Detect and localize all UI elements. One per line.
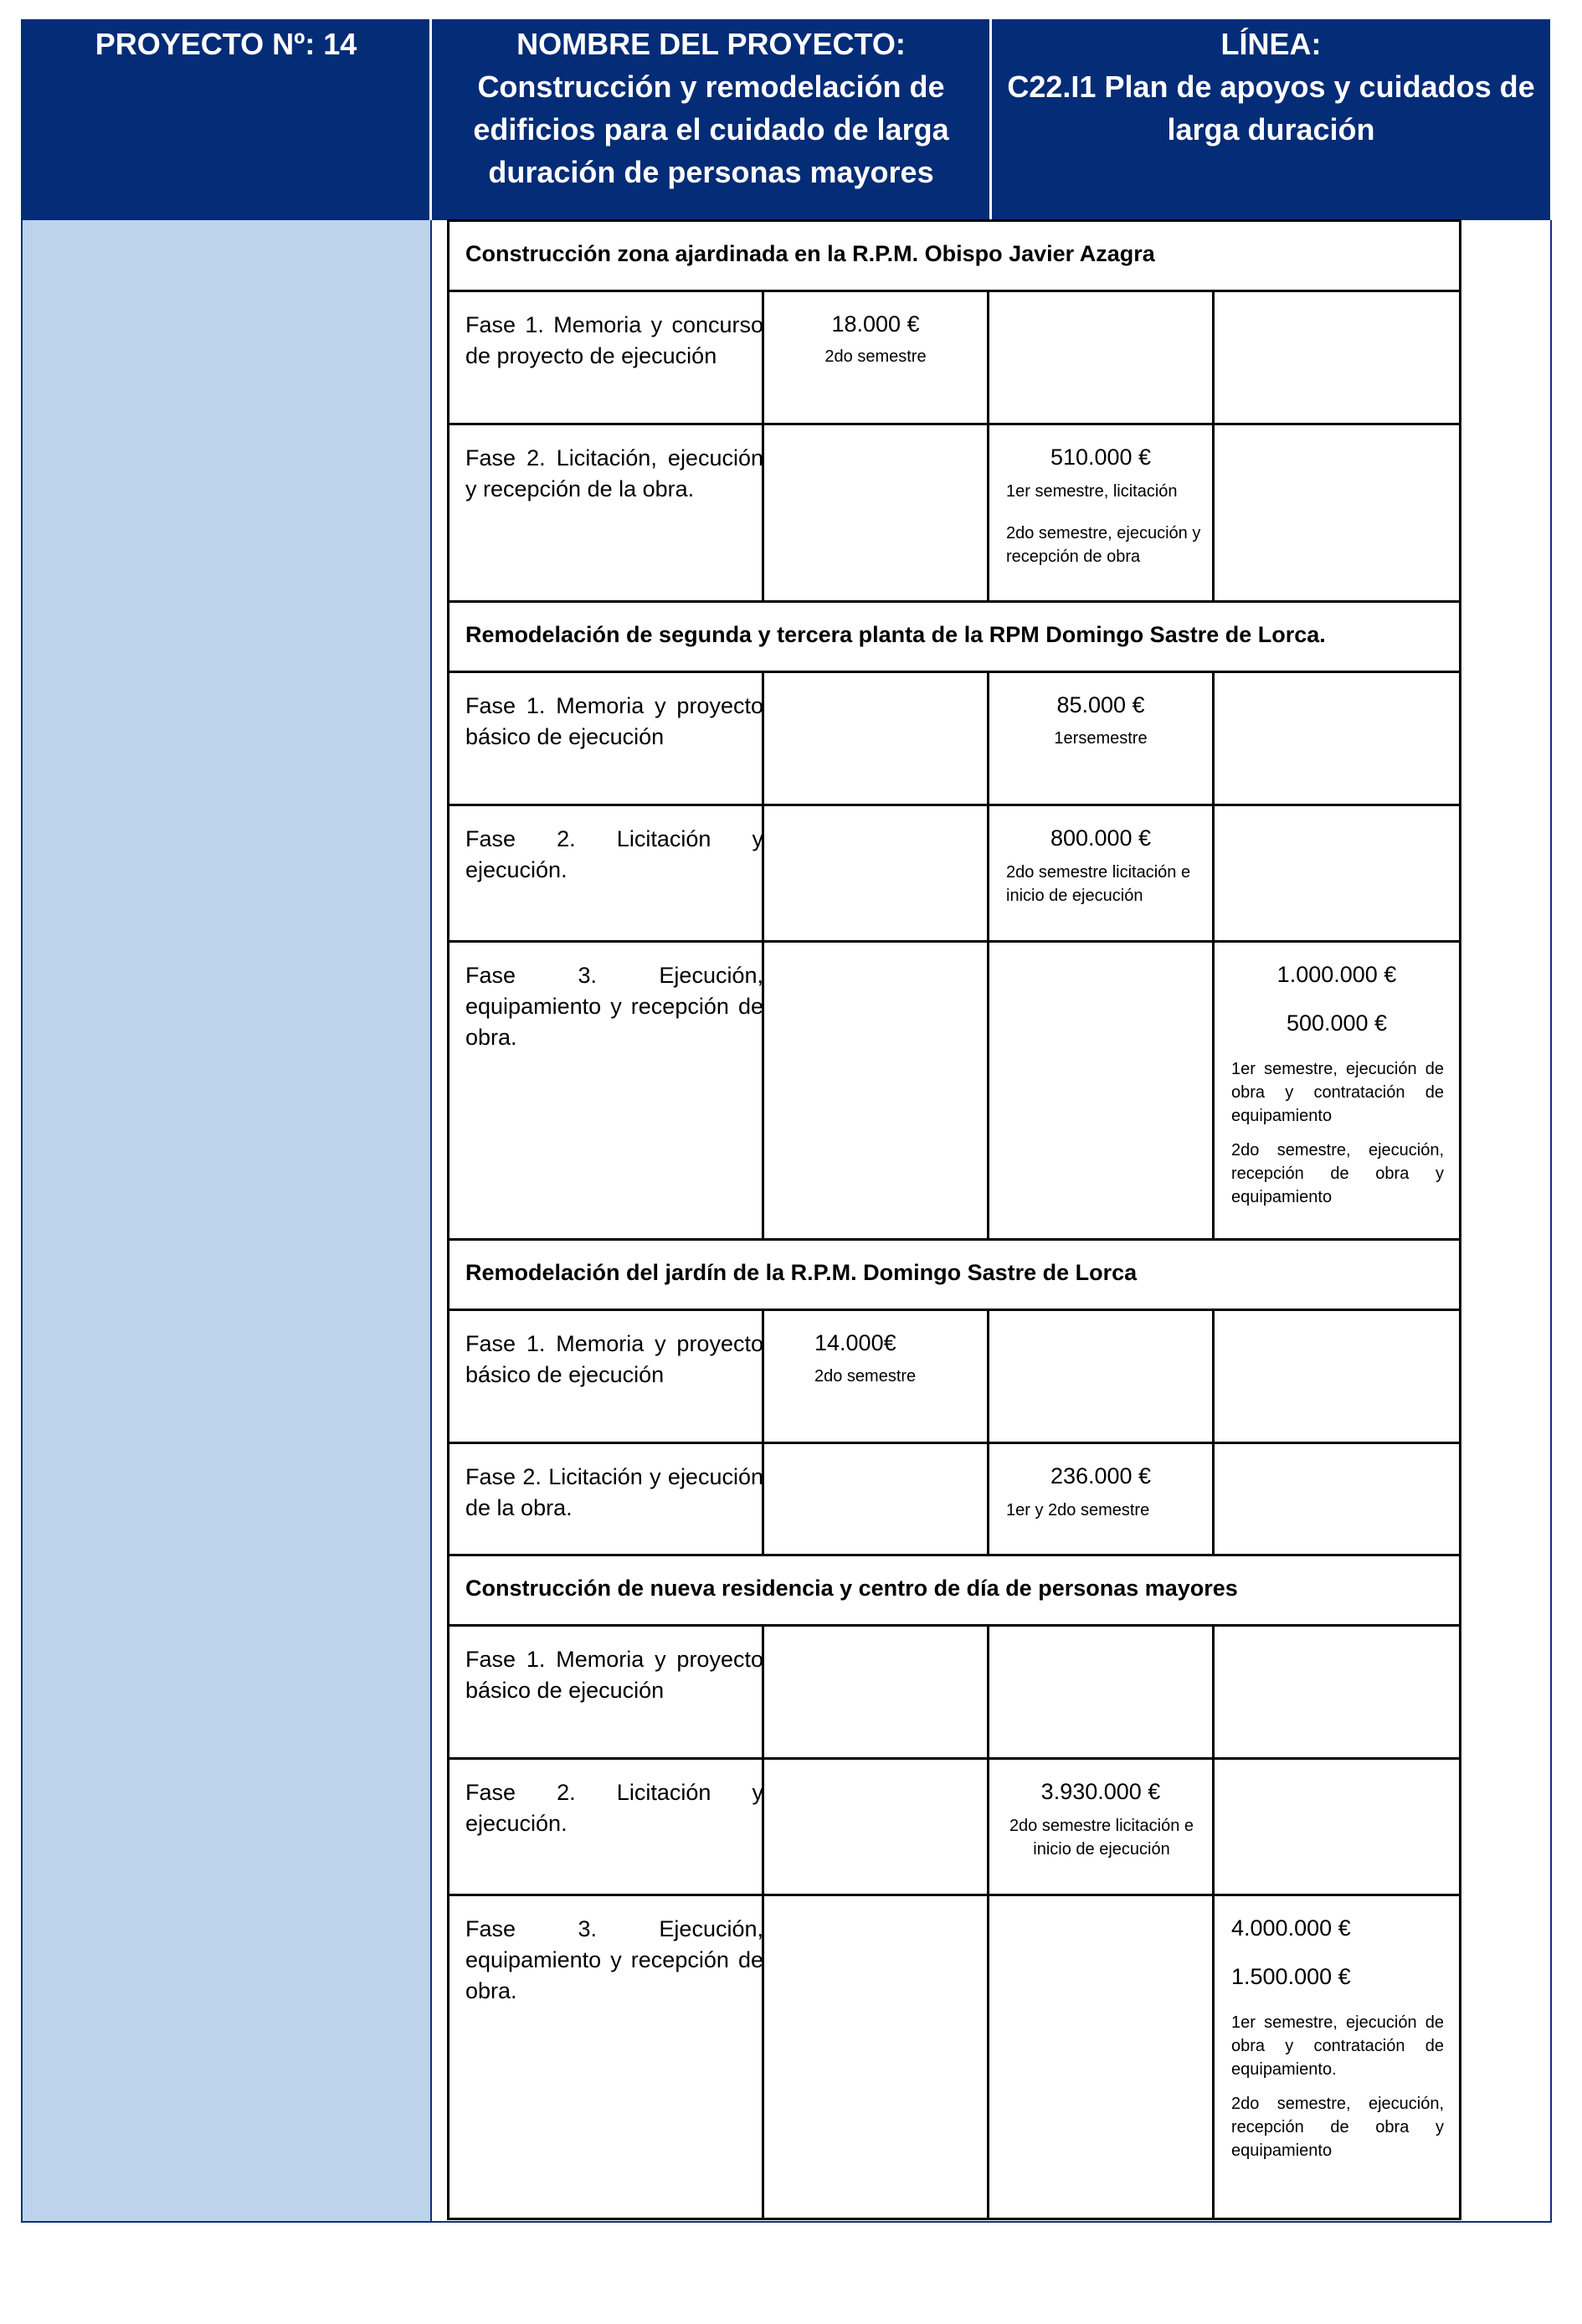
phase-note: 2do semestre licitación e inicio de ejecución bbox=[1006, 863, 1191, 905]
row-border bbox=[447, 290, 1461, 292]
phase-amount: 4.000.000 € bbox=[1231, 1915, 1351, 1941]
row-border bbox=[447, 1554, 1461, 1556]
phase-note: 1er semestre, ejecución de obra y contratación de equipamiento bbox=[1231, 1060, 1444, 1125]
project-name-title: NOMBRE DEL PROYECTO: bbox=[516, 27, 906, 61]
phase-note: 2do semestre licitación e inicio de ejecución bbox=[1009, 1817, 1194, 1859]
project-line-title: LÍNEA: bbox=[1220, 27, 1322, 61]
phase-note: 2do semestre, ejecución y recepción de obra bbox=[1006, 524, 1201, 566]
phase-label: Fase 2. Licitación y ejecución de la obra. bbox=[465, 1464, 763, 1520]
phase-amount: 14.000€ bbox=[814, 1330, 896, 1355]
phase-amount: 3.930.000 € bbox=[1040, 1779, 1161, 1804]
row-border bbox=[447, 2218, 1461, 2220]
phase-note: 1er semestre, licitación bbox=[1006, 482, 1178, 501]
phase-note: 2do semestre, ejecución, recepción de obra y equipamiento bbox=[1231, 1141, 1444, 1206]
section-title: Remodelación del jardín de la R.P.M. Domingo Sastre de Lorca bbox=[465, 1260, 1138, 1285]
column-border bbox=[987, 671, 989, 1238]
column-border bbox=[762, 671, 764, 1238]
phase-amount: 18.000 € bbox=[831, 311, 920, 337]
section-title: Remodelación de segunda y tercera planta de la RPM Domingo Sastre de Lorca. bbox=[465, 622, 1326, 647]
phase-label: Fase 3. Ejecución, equipamiento y recepción de obra. bbox=[465, 963, 763, 1050]
phase-note: 2do semestre, ejecución, recepción de obra y equipamiento bbox=[1231, 2095, 1444, 2160]
left-column bbox=[23, 220, 432, 2221]
project-header bbox=[21, 19, 1550, 220]
row-border bbox=[447, 423, 1461, 425]
row-border bbox=[447, 1238, 1461, 1241]
project-name-line: duración de personas mayores bbox=[488, 155, 934, 189]
phase-amount: 1.500.000 € bbox=[1231, 1964, 1351, 1989]
column-border bbox=[987, 1624, 989, 2220]
project-line-cell bbox=[992, 19, 1550, 224]
phase-amount: 510.000 € bbox=[1050, 445, 1152, 470]
row-border bbox=[447, 804, 1461, 806]
column-border bbox=[1212, 1624, 1215, 2220]
row-border bbox=[447, 1624, 1461, 1627]
project-name-line: edificios para el cuidado de larga bbox=[473, 112, 949, 147]
phase-label: Fase 2. Licitación y ejecución. bbox=[465, 826, 763, 882]
column-border bbox=[1212, 290, 1215, 600]
phase-label: Fase 3. Ejecución, equipamiento y recepción de obra. bbox=[465, 1916, 763, 2003]
project-name-line: Construcción y remodelación de bbox=[477, 69, 945, 104]
phase-label: Fase 2. Licitación y ejecución. bbox=[465, 1780, 763, 1836]
row-border bbox=[447, 940, 1461, 943]
row-border bbox=[447, 1309, 1461, 1311]
phase-amount: 236.000 € bbox=[1050, 1463, 1152, 1488]
phase-label: Fase 1. Memoria y proyecto básico de ejecución bbox=[465, 693, 763, 749]
phase-note: 1ersemestre bbox=[1054, 729, 1148, 748]
project-number-cell bbox=[21, 19, 431, 224]
row-border bbox=[447, 671, 1461, 673]
row-border bbox=[447, 219, 1461, 222]
phase-note: 2do semestre bbox=[814, 1367, 917, 1386]
phase-amount: 85.000 € bbox=[1056, 692, 1145, 717]
phase-note: 1er y 2do semestre bbox=[1006, 1501, 1150, 1519]
phase-amount: 1.000.000 € bbox=[1276, 962, 1397, 987]
phase-amount: 500.000 € bbox=[1286, 1010, 1388, 1036]
column-border bbox=[1212, 671, 1215, 1238]
phase-note: 2do semestre bbox=[824, 347, 927, 366]
column-border bbox=[447, 219, 449, 2220]
column-border bbox=[1212, 1309, 1215, 1554]
row-border bbox=[447, 1757, 1461, 1760]
column-border bbox=[1459, 219, 1461, 2220]
phase-label: Fase 1. Memoria y proyecto básico de ejecución bbox=[465, 1647, 763, 1703]
row-border bbox=[447, 1442, 1461, 1444]
phase-note: 1er semestre, ejecución de obra y contratación de equipamiento. bbox=[1231, 2013, 1444, 2079]
project-line-line: C22.I1 Plan de apoyos y cuidados de bbox=[1007, 69, 1535, 104]
project-number: PROYECTO Nº: 14 bbox=[95, 27, 357, 61]
section-title: Construcción zona ajardinada en la R.P.M. Obispo Javier Azagra bbox=[465, 241, 1155, 266]
project-name-cell bbox=[432, 19, 990, 224]
phase-amount: 800.000 € bbox=[1050, 825, 1152, 851]
row-border bbox=[447, 600, 1461, 603]
phase-label: Fase 1. Memoria y proyecto básico de ejecución bbox=[465, 1331, 763, 1387]
row-border bbox=[447, 1894, 1461, 1896]
column-border bbox=[987, 1309, 989, 1554]
section-title: Construcción de nueva residencia y centro de día de personas mayores bbox=[465, 1576, 1238, 1601]
phase-label: Fase 1. Memoria y concurso de proyecto de ejecución bbox=[465, 312, 763, 368]
phase-label: Fase 2. Licitación, ejecución y recepción de la obra. bbox=[465, 445, 763, 501]
project-line-line: larga duración bbox=[1167, 112, 1375, 147]
